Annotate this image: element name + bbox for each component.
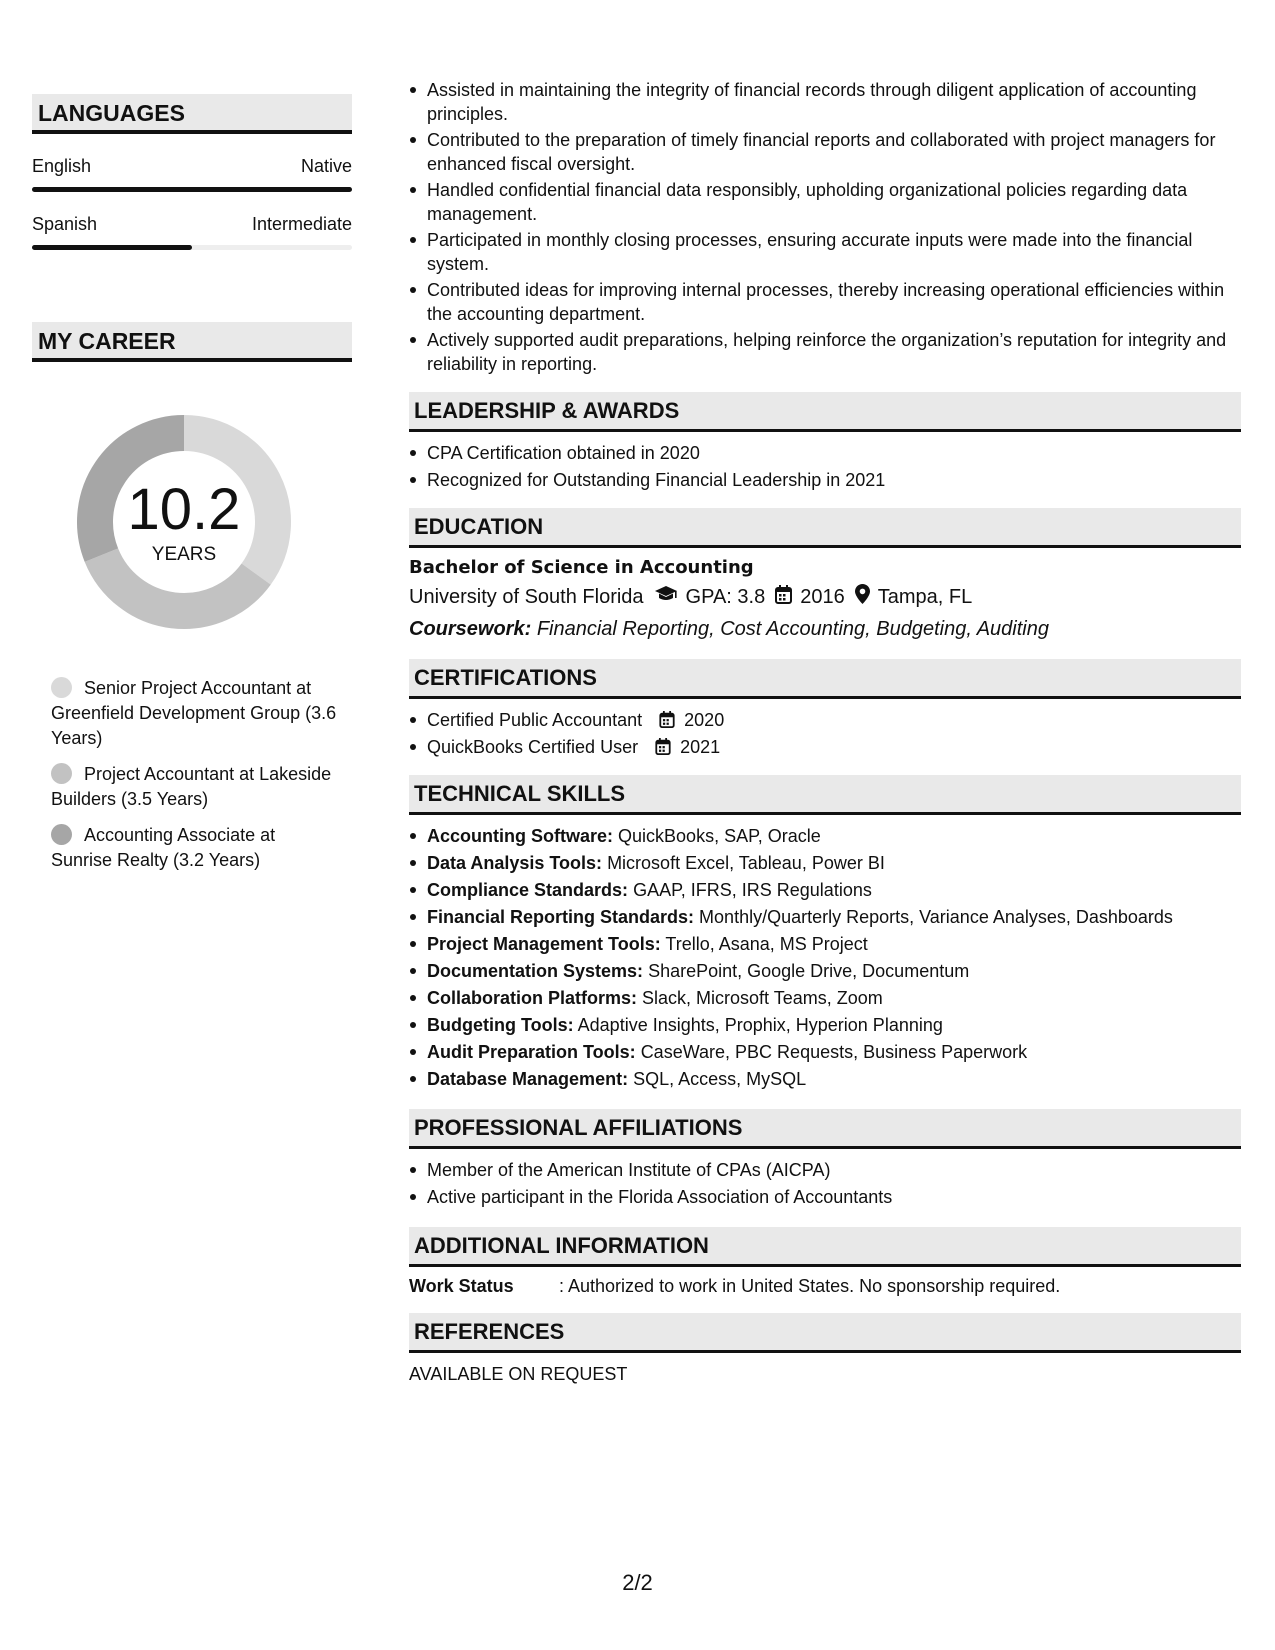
list-item: CPA Certification obtained in 2020: [427, 441, 1241, 465]
education-year: 2016: [800, 585, 845, 608]
references-heading: REFERENCES: [409, 1313, 1241, 1353]
list-item: Recognized for Outstanding Financial Leadership in 2021: [427, 468, 1241, 492]
language-level: Intermediate: [251, 214, 352, 234]
certification-year: 2020: [684, 710, 725, 730]
coursework-label: Coursework:: [409, 618, 532, 640]
skill-value: SQL, Access, MySQL: [633, 1069, 807, 1089]
coursework-value: Financial Reporting, Cost Accounting, Budgeting, Auditing: [536, 618, 1049, 640]
career-donut-chart: [66, 404, 302, 640]
leadership-heading: LEADERSHIP & AWARDS: [409, 392, 1241, 432]
list-item: Participated in monthly closing processes, ensuring accurate inputs were made into the financial system.: [427, 228, 1241, 276]
certifications-heading: CERTIFICATIONS: [409, 659, 1241, 699]
language-item: [32, 156, 352, 192]
skill-value: GAAP, IFRS, IRS Regulations: [633, 880, 872, 900]
leadership-list: [409, 441, 1241, 492]
legend-dot-icon: [51, 824, 72, 845]
list-item: [427, 824, 1241, 848]
language-proficiency-bar: [32, 187, 352, 192]
experience-bullets: [409, 78, 1241, 376]
list-item: [427, 708, 1241, 732]
right-column: [409, 78, 1241, 1385]
list-item: Assisted in maintaining the integrity of financial records through diligent application of accounting principles.: [427, 78, 1241, 126]
graduation-cap-icon: [654, 585, 678, 609]
technical-skills-heading: TECHNICAL SKILLS: [409, 775, 1241, 815]
career-total-unit: YEARS: [151, 544, 217, 565]
language-level: Native: [300, 156, 352, 176]
list-item: [427, 735, 1241, 759]
list-item: Active participant in the Florida Association of Accountants: [427, 1185, 1241, 1209]
education-gpa: GPA: 3.8: [685, 585, 766, 608]
page-number: 2/2: [622, 1570, 653, 1595]
calendar-icon: [655, 738, 671, 755]
certification-name: QuickBooks Certified User: [427, 737, 639, 757]
skill-label: Collaboration Platforms:: [427, 988, 638, 1008]
career-legend-label: Project Accountant at Lakeside Builders (3.5 Years): [51, 764, 332, 809]
list-item: Contributed to the preparation of timely financial reports and collaborated with project managers for enhanced fiscal oversight.: [427, 128, 1241, 176]
career-legend-label: Accounting Associate at Sunrise Realty (3.2 Years): [51, 825, 276, 870]
education-details: [409, 584, 1241, 610]
skill-label: Budgeting Tools:: [427, 1015, 574, 1035]
language-item: [32, 214, 352, 250]
list-item: [427, 878, 1241, 902]
languages-heading: LANGUAGES: [32, 94, 352, 134]
certification-name: Certified Public Accountant: [427, 710, 643, 730]
education-coursework: [409, 618, 1241, 641]
certification-year: 2021: [680, 737, 721, 757]
work-status-value: : Authorized to work in United States. No sponsorship required.: [559, 1276, 1061, 1296]
list-item: Actively supported audit preparations, helping reinforce the organization’s reputation for integrity and reliability in reporting.: [427, 328, 1241, 376]
left-column: [32, 94, 352, 884]
list-item: [427, 1013, 1241, 1037]
map-pin-icon: [855, 584, 870, 610]
education-school: University of South Florida: [409, 585, 644, 608]
list-item: [427, 959, 1241, 983]
affiliations-list: [409, 1158, 1241, 1209]
technical-skills-list: [409, 824, 1241, 1091]
skill-value: Microsoft Excel, Tableau, Power BI: [607, 853, 885, 873]
list-item: [427, 1067, 1241, 1091]
calendar-icon: [659, 711, 675, 728]
language-proficiency-fill: [32, 187, 352, 192]
calendar-icon: [775, 585, 792, 610]
list-item: [427, 851, 1241, 875]
additional-info-heading: ADDITIONAL INFORMATION: [409, 1227, 1241, 1267]
career-legend-item: [51, 762, 341, 812]
list-item: Contributed ideas for improving internal processes, thereby increasing operational efficiencies within the accounting department.: [427, 278, 1241, 326]
list-item: [427, 932, 1241, 956]
skill-value: Monthly/Quarterly Reports, Variance Analyses, Dashboards: [699, 907, 1173, 927]
list-item: [427, 1040, 1241, 1064]
affiliations-heading: PROFESSIONAL AFFILIATIONS: [409, 1109, 1241, 1149]
skill-label: Accounting Software:: [427, 826, 614, 846]
list-item: [427, 905, 1241, 929]
skill-value: SharePoint, Google Drive, Documentum: [648, 961, 970, 981]
skill-label: Documentation Systems:: [427, 961, 644, 981]
list-item: [427, 986, 1241, 1010]
legend-dot-icon: [51, 677, 72, 698]
legend-dot-icon: [51, 763, 72, 784]
list-item: Handled confidential financial data responsibly, upholding organizational policies regarding data management.: [427, 178, 1241, 226]
education-heading: EDUCATION: [409, 508, 1241, 548]
language-proficiency-fill: [32, 245, 192, 250]
work-status-label: Work Status: [409, 1276, 514, 1296]
skill-value: Trello, Asana, MS Project: [665, 934, 868, 954]
career-legend-item: [51, 823, 341, 873]
skill-label: Project Management Tools:: [427, 934, 661, 954]
language-name: Spanish: [32, 214, 98, 234]
skill-value: CaseWare, PBC Requests, Business Paperwork: [640, 1042, 1028, 1062]
work-status-row: [409, 1276, 1241, 1297]
skill-label: Database Management:: [427, 1069, 629, 1089]
skill-label: Compliance Standards:: [427, 880, 629, 900]
career-legend: [51, 676, 341, 873]
education-degree: Bachelor of Science in Accounting: [409, 557, 754, 578]
skill-value: QuickBooks, SAP, Oracle: [618, 826, 821, 846]
education-location: Tampa, FL: [877, 585, 973, 608]
skill-value: Adaptive Insights, Prophix, Hyperion Planning: [577, 1015, 943, 1035]
career-heading: MY CAREER: [32, 322, 352, 362]
skill-label: Data Analysis Tools:: [427, 853, 603, 873]
references-text: AVAILABLE ON REQUEST: [409, 1364, 628, 1384]
list-item: Member of the American Institute of CPAs (AICPA): [427, 1158, 1241, 1182]
skill-label: Financial Reporting Standards:: [427, 907, 695, 927]
career-legend-label: Senior Project Accountant at Greenfield Development Group (3.6 Years): [51, 678, 337, 748]
skill-label: Audit Preparation Tools:: [427, 1042, 636, 1062]
certifications-list: [409, 708, 1241, 759]
skill-value: Slack, Microsoft Teams, Zoom: [642, 988, 883, 1008]
career-total-years: 10.2: [127, 477, 241, 542]
career-legend-item: [51, 676, 341, 751]
language-name: English: [32, 156, 92, 176]
language-proficiency-bar: [32, 245, 352, 250]
